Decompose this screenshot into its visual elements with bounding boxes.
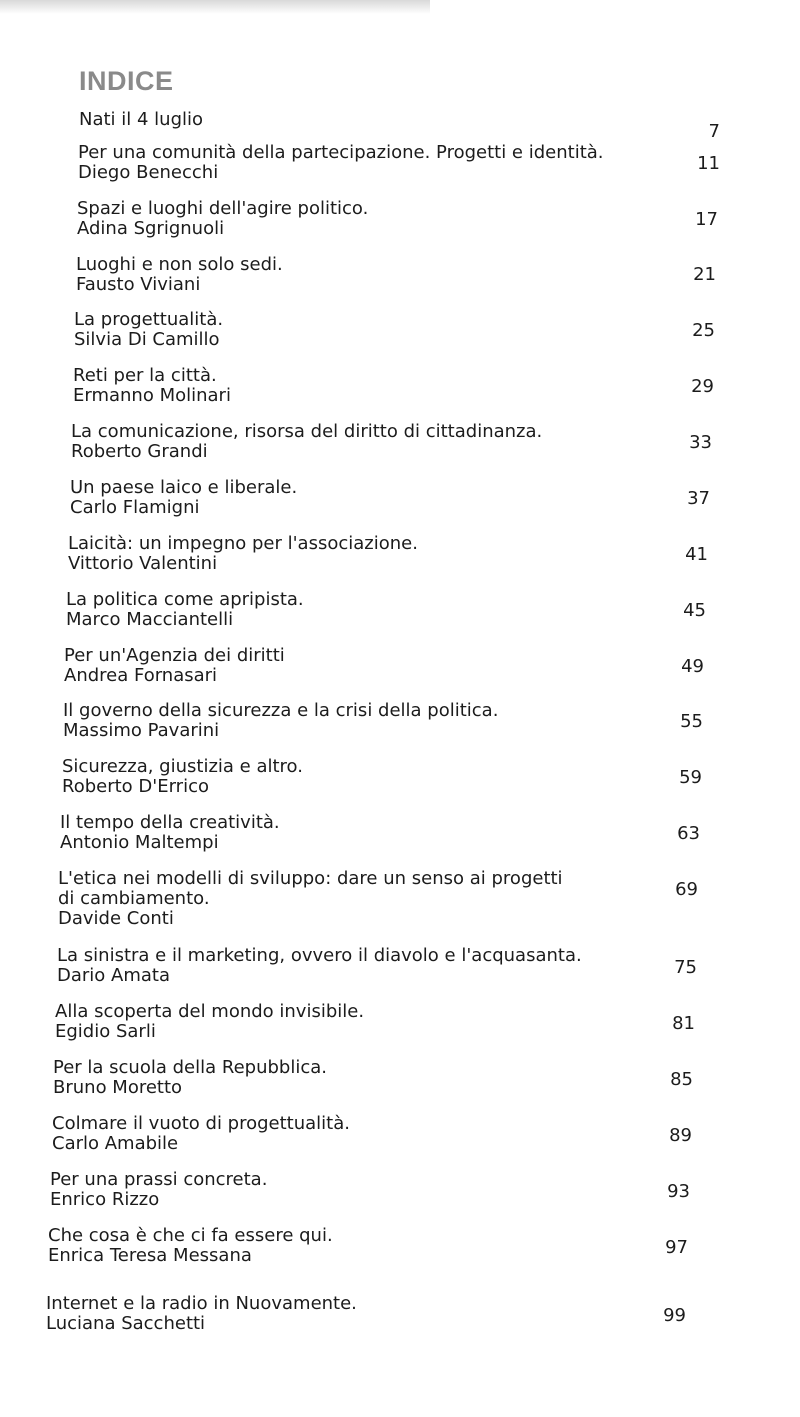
toc-entry bbox=[68, 534, 418, 574]
page-number: 25 bbox=[692, 320, 715, 341]
entry-title: Per un'Agenzia dei diritti bbox=[64, 645, 285, 666]
toc-entry bbox=[58, 869, 563, 929]
toc-entry bbox=[78, 143, 604, 183]
entry-author: Vittorio Valentini bbox=[68, 553, 218, 574]
entry-author: Antonio Maltempi bbox=[60, 832, 219, 853]
entry-author: Davide Conti bbox=[58, 908, 174, 929]
page-number: 97 bbox=[665, 1237, 688, 1258]
entry-title: Un paese laico e liberale. bbox=[70, 477, 298, 498]
entry-title: Reti per la città. bbox=[73, 365, 217, 386]
index-heading: INDICE bbox=[79, 66, 174, 96]
page-number: 29 bbox=[691, 376, 714, 397]
entry-title: La sinistra e il marketing, ovvero il diavolo e l'acquasanta. bbox=[57, 945, 582, 966]
entry-title: L'etica nei modelli di sviluppo: dare un senso ai progetti bbox=[58, 868, 563, 889]
entry-author: Egidio Sarli bbox=[55, 1021, 156, 1042]
entry-author: Roberto D'Errico bbox=[62, 776, 209, 797]
entry-author: Carlo Flamigni bbox=[70, 497, 200, 518]
toc-entry bbox=[60, 813, 280, 853]
entry-author: Adina Sgrignuoli bbox=[77, 218, 225, 239]
page-number: 99 bbox=[663, 1305, 686, 1326]
toc-entry bbox=[63, 701, 498, 741]
entry-author: Roberto Grandi bbox=[71, 441, 208, 462]
entry-title: Spazi e luoghi dell'agire politico. bbox=[77, 198, 369, 219]
page-number: 55 bbox=[680, 711, 703, 732]
entry-title: Laicità: un impegno per l'associazione. bbox=[68, 533, 418, 554]
entry-title: Luoghi e non solo sedi. bbox=[76, 254, 283, 275]
toc-entry bbox=[76, 255, 283, 295]
toc-entry bbox=[48, 1226, 333, 1266]
entry-author: Fausto Viviani bbox=[76, 274, 201, 295]
toc-entry bbox=[71, 422, 542, 462]
page-number: 49 bbox=[681, 656, 704, 677]
entry-author: Luciana Sacchetti bbox=[46, 1313, 206, 1334]
entry-author: Silvia Di Camillo bbox=[74, 329, 220, 350]
toc-entry bbox=[77, 199, 368, 239]
page-number: 7 bbox=[708, 121, 720, 142]
entry-title: La progettualità. bbox=[74, 309, 224, 330]
toc-entry bbox=[66, 590, 304, 630]
page-number: 11 bbox=[697, 153, 720, 174]
entry-title: Il tempo della creatività. bbox=[60, 812, 280, 833]
toc-entry bbox=[57, 946, 582, 986]
entry-title: Che cosa è che ci fa essere qui. bbox=[48, 1225, 333, 1246]
entry-author: Enrica Teresa Messana bbox=[48, 1245, 252, 1266]
entry-title-continued: di cambiamento. bbox=[58, 888, 210, 909]
page-number: 75 bbox=[674, 957, 697, 978]
toc-entry bbox=[50, 1170, 267, 1210]
page-number: 69 bbox=[675, 879, 698, 900]
page-number: 81 bbox=[672, 1013, 695, 1034]
entry-title: Per una comunità della partecipazione. Progetti e identità. bbox=[78, 142, 604, 163]
page-number: 37 bbox=[687, 488, 710, 509]
entry-author: Marco Macciantelli bbox=[66, 609, 234, 630]
toc-entry bbox=[62, 757, 303, 797]
toc-entry bbox=[70, 478, 297, 518]
entry-title: Per una prassi concreta. bbox=[50, 1169, 268, 1190]
entry-author: Bruno Moretto bbox=[53, 1077, 183, 1098]
toc-entry bbox=[79, 110, 203, 130]
entry-author: Andrea Fornasari bbox=[64, 665, 218, 686]
page-number: 33 bbox=[689, 432, 712, 453]
entry-author: Enrico Rizzo bbox=[50, 1189, 160, 1210]
entry-author: Dario Amata bbox=[57, 965, 170, 986]
page-number: 59 bbox=[679, 767, 702, 788]
toc-entry bbox=[53, 1058, 327, 1098]
page-number: 63 bbox=[677, 823, 700, 844]
toc-entry bbox=[73, 366, 231, 406]
entry-author: Carlo Amabile bbox=[52, 1133, 179, 1154]
entry-author: Diego Benecchi bbox=[78, 162, 219, 183]
entry-title: Il governo della sicurezza e la crisi della politica. bbox=[63, 700, 499, 721]
entry-title: Alla scoperta del mondo invisibile. bbox=[55, 1001, 365, 1022]
entry-title: Colmare il vuoto di progettualità. bbox=[52, 1113, 350, 1134]
toc-entry bbox=[74, 310, 223, 350]
toc-entry bbox=[46, 1294, 357, 1334]
scan-edge-shadow bbox=[0, 0, 430, 14]
entry-title: Sicurezza, giustizia e altro. bbox=[62, 756, 303, 777]
page-number: 45 bbox=[683, 600, 706, 621]
toc-entry bbox=[52, 1114, 350, 1154]
page-number: 85 bbox=[670, 1069, 693, 1090]
page-number: 21 bbox=[693, 264, 716, 285]
entry-title: Nati il 4 luglio bbox=[79, 109, 204, 130]
toc-entry bbox=[55, 1002, 364, 1042]
page-number: 89 bbox=[669, 1125, 692, 1146]
page-number: 93 bbox=[667, 1181, 690, 1202]
page-number: 41 bbox=[685, 544, 708, 565]
entry-title: La comunicazione, risorsa del diritto di cittadinanza. bbox=[71, 421, 543, 442]
entry-title: Internet e la radio in Nuovamente. bbox=[46, 1293, 357, 1314]
entry-title: Per la scuola della Repubblica. bbox=[53, 1057, 327, 1078]
page-number: 17 bbox=[695, 209, 718, 230]
entry-author: Ermanno Molinari bbox=[73, 385, 231, 406]
entry-title: La politica come apripista. bbox=[66, 589, 304, 610]
toc-entry bbox=[64, 646, 285, 686]
entry-author: Massimo Pavarini bbox=[63, 720, 220, 741]
